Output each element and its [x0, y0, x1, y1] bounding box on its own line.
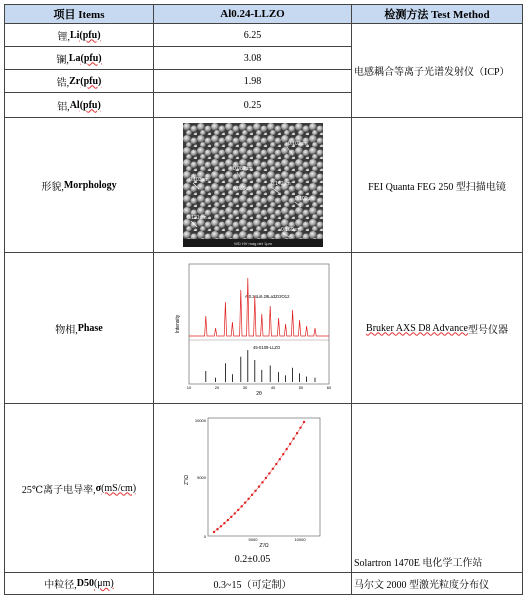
sem-footer: WD HV mag det 1μm: [233, 241, 272, 246]
phase-method-suffix: 型号仪器: [467, 324, 508, 336]
spec-table: [4, 4, 523, 595]
morphology-method-text: FEI Quanta FEG 250 型扫描电镜: [368, 181, 506, 193]
morphology-en: Morphology: [63, 179, 117, 191]
phase-method: [351, 252, 523, 404]
row-li-value: [153, 23, 352, 47]
row-conductivity-value: [153, 403, 352, 573]
al-element: Al: [69, 99, 80, 111]
row-al-value: [153, 92, 352, 118]
zr-element: Zr: [69, 75, 81, 87]
conductivity-method-text: Solartron 1470E 电化学工作站: [354, 558, 483, 569]
sem-label-7: 0.121μm: [186, 215, 207, 221]
row-li-label: [4, 23, 154, 47]
icp-method-text: 电感耦合等离子光谱发射仪（ICP）: [354, 67, 510, 78]
xrd-tick-label: 50: [298, 385, 303, 390]
d50-value: 0.3~15（可定制）: [213, 580, 292, 591]
row-morphology-image: [153, 117, 352, 253]
la-prefix: 镧,: [56, 54, 69, 66]
xrd-series-bottom: 45-0109-LLZO: [252, 345, 280, 350]
al-unit: (pfu): [79, 99, 101, 111]
la-value: 3.08: [243, 52, 262, 64]
d50-unit: (μm): [93, 578, 114, 589]
xrd-tick-label: 60: [326, 385, 331, 390]
row-zr-value: [153, 69, 352, 93]
conductivity-unit: (mS/cm): [101, 482, 137, 494]
sem-label-2: 0.089μm: [232, 166, 253, 172]
conductivity-value: 0.2±0.05: [234, 554, 271, 565]
icp-method: [351, 23, 523, 118]
row-d50-value: [153, 572, 352, 595]
row-phase-label: [4, 252, 154, 404]
morphology-method: [351, 117, 523, 253]
sem-label-6: 0.109μm: [294, 196, 315, 202]
eis-y-tick-0: 0: [203, 534, 206, 539]
eis-y-tick-2: 10000: [194, 418, 206, 423]
xrd-frame: [189, 264, 329, 384]
header-method-text: 检测方法 Test Method: [384, 9, 490, 21]
li-value: 6.25: [243, 29, 262, 41]
li-element: Li: [69, 29, 80, 41]
row-phase-image: [153, 252, 352, 404]
xrd-ticks: [186, 385, 331, 390]
xrd-axis-x: 2θ: [255, 391, 262, 397]
xrd-tick-label: 20: [214, 385, 219, 390]
sem-label-5: 0.142μm: [270, 181, 291, 187]
d50-method-text: 马尔文 2000 型激光粒度分布仪: [354, 580, 489, 591]
conductivity-symbol: σ: [95, 482, 102, 494]
li-unit: (pfu): [79, 29, 101, 41]
row-la-value: [153, 46, 352, 70]
al-prefix: 铝,: [57, 101, 70, 113]
sem-label-8: 0.160μm: [280, 227, 301, 233]
row-morphology-label: [4, 117, 154, 253]
row-la-label: [4, 46, 154, 70]
conductivity-method: [351, 403, 523, 573]
zr-unit: (pfu): [80, 75, 102, 87]
d50-label: 中粒径,: [44, 580, 77, 591]
eis-axis-y: Z''/Ω: [183, 474, 190, 486]
header-items-text: 项目 Items: [53, 9, 105, 21]
eis-nyquist-plot: [178, 410, 328, 550]
eis-frame: [208, 418, 320, 536]
sem-image: [183, 123, 323, 247]
row-zr-label: [4, 69, 154, 93]
eis-x-tick-0: 5000: [248, 537, 257, 542]
row-al-label: [4, 92, 154, 118]
al-value: 0.25: [243, 99, 262, 111]
xrd-series-top: Al0.24Li6.28La3Zr2O12: [244, 294, 289, 299]
phase-method-model: Bruker AXS D8 Advance: [366, 322, 468, 334]
d50-symbol: D50: [76, 578, 94, 589]
header-value-text: Al0.24-LLZO: [220, 8, 285, 20]
zr-prefix: 锆,: [56, 77, 70, 89]
eis-axis-x: Z'/Ω: [258, 543, 269, 549]
eis-y-tick-1: 5000: [196, 475, 206, 480]
sem-label-1: 0.103μm: [287, 141, 308, 147]
header-method: [351, 4, 523, 24]
phase-en: Phase: [77, 322, 103, 334]
d50-method: [351, 572, 523, 595]
conductivity-label: 25℃离子电导率,: [21, 484, 96, 496]
xrd-pattern: [173, 258, 333, 398]
sem-label-3: 0.103μm: [188, 177, 209, 183]
la-element: La: [68, 52, 81, 64]
phase-cn: 物相,: [55, 324, 78, 336]
xrd-axis-y: Intensity: [174, 314, 181, 334]
sem-label-4: 0.089μm: [232, 186, 253, 192]
row-conductivity-label: [4, 403, 154, 573]
header-items: [4, 4, 154, 24]
header-value: [153, 4, 352, 24]
li-prefix: 锂,: [57, 31, 70, 43]
zr-value: 1.98: [243, 75, 262, 87]
xrd-tick-label: 30: [242, 385, 247, 390]
la-unit: (pfu): [80, 52, 102, 64]
xrd-tick-label: 40: [270, 385, 275, 390]
row-d50-label: [4, 572, 154, 595]
xrd-tick-label: 10: [186, 385, 191, 390]
morphology-cn: 形貌,: [41, 181, 64, 193]
eis-x-tick-1: 10000: [293, 537, 306, 542]
